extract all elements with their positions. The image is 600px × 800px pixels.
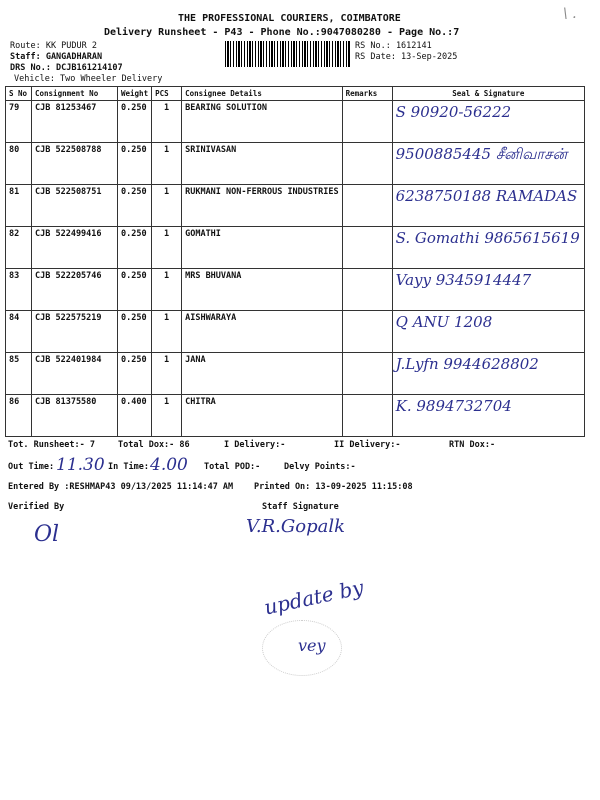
weight: 0.250 — [118, 143, 152, 185]
printed-on: Printed On: 13-09-2025 11:15:08 — [254, 482, 413, 492]
barcode — [225, 41, 350, 67]
consignment-no: CJB 522401984 — [32, 353, 118, 395]
remarks — [342, 143, 392, 185]
consignment-no: CJB 522205746 — [32, 269, 118, 311]
table-row — [6, 395, 585, 437]
staff-signature: V.R.Gopalk — [246, 516, 345, 537]
ii-delivery: II Delivery:- — [334, 440, 401, 450]
sno: 84 — [6, 311, 32, 353]
consignee: BEARING SOLUTION — [182, 101, 343, 143]
consignment-no: CJB 81375580 — [32, 395, 118, 437]
i-delivery: I Delivery:- — [224, 440, 286, 450]
consignee: GOMATHI — [182, 227, 343, 269]
in-time-label: In Time: — [108, 462, 149, 472]
weight: 0.250 — [118, 269, 152, 311]
handwritten-note: update by — [262, 575, 366, 620]
rs-date: RS Date: 13-Sep-2025 — [355, 52, 458, 62]
sno: 79 — [6, 101, 32, 143]
consignee: SRINIVASAN — [182, 143, 343, 185]
remarks — [342, 353, 392, 395]
table-row — [6, 185, 585, 227]
faint-stamp — [262, 620, 342, 676]
verified-signature: Ol — [34, 522, 60, 547]
signature: K. 9894732704 — [392, 395, 584, 437]
col-signature: Seal & Signature — [392, 87, 584, 101]
weight: 0.250 — [118, 227, 152, 269]
corner-mark: \ . — [563, 6, 577, 22]
consignment-no: CJB 522499416 — [32, 227, 118, 269]
weight: 0.250 — [118, 353, 152, 395]
consignee: RUKMANI NON-FERROUS INDUSTRIES — [182, 185, 343, 227]
consignment-no: CJB 522508788 — [32, 143, 118, 185]
remarks — [342, 185, 392, 227]
pcs: 1 — [152, 143, 182, 185]
table-header-row — [6, 87, 585, 101]
total-pod: Total POD:- — [204, 462, 261, 472]
consignment-no: CJB 522508751 — [32, 185, 118, 227]
signature: J.Lyfn 9944628802 — [392, 353, 584, 395]
out-time-label: Out Time: — [8, 462, 55, 472]
staff-signature-label: Staff Signature — [262, 502, 339, 512]
table-row — [6, 101, 585, 143]
table-row — [6, 269, 585, 311]
staff: Staff: GANGADHARAN — [10, 52, 103, 62]
remarks — [342, 101, 392, 143]
remarks — [342, 227, 392, 269]
out-time-value: 11.30 — [56, 455, 105, 475]
sno: 83 — [6, 269, 32, 311]
remarks — [342, 311, 392, 353]
col-consignment: Consignment No — [32, 87, 118, 101]
consignee: MRS BHUVANA — [182, 269, 343, 311]
table-row — [6, 353, 585, 395]
weight: 0.250 — [118, 185, 152, 227]
runsheet-title: Delivery Runsheet - P43 - Phone No.:9047080280 - Page No.:7 — [104, 27, 460, 38]
remarks — [342, 269, 392, 311]
consignee: AISHWARAYA — [182, 311, 343, 353]
pcs: 1 — [152, 185, 182, 227]
weight: 0.400 — [118, 395, 152, 437]
consignee: JANA — [182, 353, 343, 395]
sno: 80 — [6, 143, 32, 185]
col-weight: Weight — [118, 87, 152, 101]
vehicle: Vehicle: Two Wheeler Delivery — [14, 74, 163, 84]
signature: 9500885445 சீனிவாசன் — [392, 143, 584, 185]
consignment-no: CJB 522575219 — [32, 311, 118, 353]
total-dox: Total Dox:- 86 — [118, 440, 190, 450]
pcs: 1 — [152, 311, 182, 353]
signature: Q ANU 1208 — [392, 311, 584, 353]
rtn-dox: RTN Dox:- — [449, 440, 496, 450]
in-time-value: 4.00 — [150, 455, 188, 475]
weight: 0.250 — [118, 101, 152, 143]
verified-by: Verified By — [8, 502, 65, 512]
drs-no: DRS No.: DCJB161214107 — [10, 63, 123, 73]
company-name: THE PROFESSIONAL COURIERS, COIMBATORE — [178, 13, 401, 24]
rs-no: RS No.: 1612141 — [355, 41, 432, 51]
pcs: 1 — [152, 227, 182, 269]
col-sno: S No — [6, 87, 32, 101]
delvy-points: Delvy Points:- — [284, 462, 356, 472]
signature: S 90920-56222 — [392, 101, 584, 143]
signature: 6238750188 RAMADAS — [392, 185, 584, 227]
weight: 0.250 — [118, 311, 152, 353]
pcs: 1 — [152, 101, 182, 143]
table-row — [6, 143, 585, 185]
pcs: 1 — [152, 269, 182, 311]
pcs: 1 — [152, 395, 182, 437]
col-remarks: Remarks — [342, 87, 392, 101]
route: Route: KK PUDUR 2 — [10, 41, 97, 51]
signature: S. Gomathi 9865615619 — [392, 227, 584, 269]
col-consignee: Consignee Details — [182, 87, 343, 101]
sno: 82 — [6, 227, 32, 269]
table-row — [6, 227, 585, 269]
pcs: 1 — [152, 353, 182, 395]
sno: 81 — [6, 185, 32, 227]
consignee: CHITRA — [182, 395, 343, 437]
table-row — [6, 311, 585, 353]
sno: 86 — [6, 395, 32, 437]
col-pcs: PCS — [152, 87, 182, 101]
entered-by: Entered By :RESHMAP43 09/13/2025 11:14:47 AM — [8, 482, 234, 492]
handwritten-note-initials: vey — [298, 636, 326, 655]
consignment-no: CJB 81253467 — [32, 101, 118, 143]
runsheet-table — [5, 86, 585, 437]
tot-runsheet: Tot. Runsheet:- 7 — [8, 440, 95, 450]
remarks — [342, 395, 392, 437]
sno: 85 — [6, 353, 32, 395]
signature: Vayy 9345914447 — [392, 269, 584, 311]
